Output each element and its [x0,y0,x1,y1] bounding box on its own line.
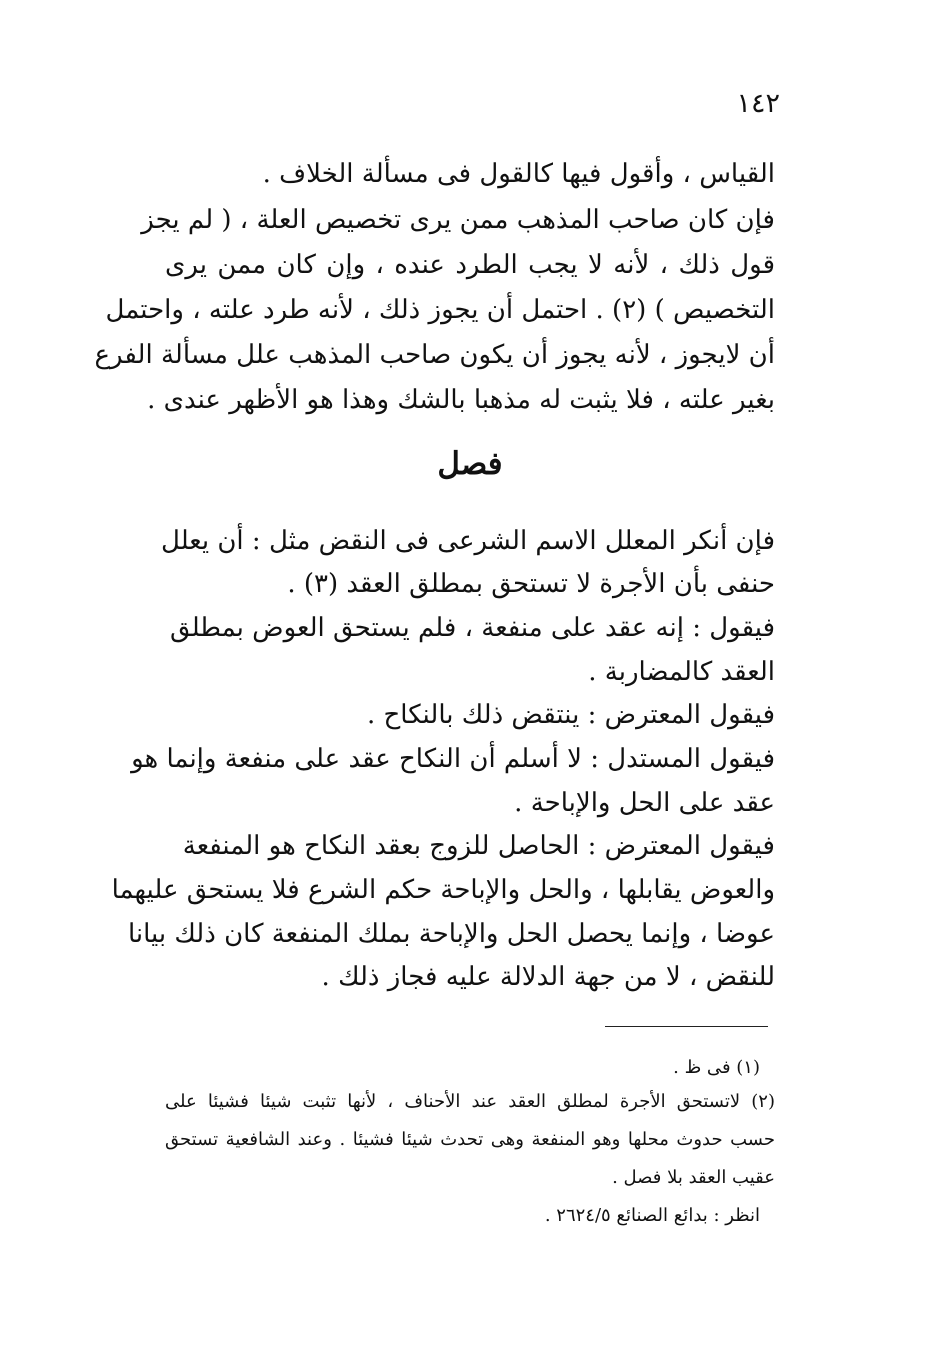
page-number: ١٤٢ [736,88,780,119]
text-line: بغير علته ، فلا يثبت له مذهبا بالشك وهذا هو الأظهر عندى . [147,385,775,415]
text-line: العقد كالمضاربة . [588,657,775,687]
section-heading: فصل [437,446,503,482]
text-line: أن لايجوز ، لأنه يجوز أن يكون صاحب المذهب علل مسألة الفرع [94,340,775,370]
footnote-2-line: عقيب العقد بلا فصل . [612,1167,775,1188]
text-line: حنفى بأن الأجرة لا تستحق بمطلق العقد (٣) . [287,569,775,599]
text-line: فيقول المعترض : ينتقض ذلك بالنكاح . [366,700,775,730]
text-line: للنقض ، لا من جهة الدلالة عليه فجاز ذلك . [321,962,775,992]
text-line: عقد على الحل والإباحة . [514,788,775,818]
text-line: فيقول المستدل : لا أسلم أن النكاح عقد على منفعة وإنما هو [131,744,775,774]
text-line: قول ذلك ، لأنه لا يجب الطرد عنده ، وإن كان ممن يرى [165,250,775,280]
text-line: التخصيص ) (٢) . احتمل أن يجوز ذلك ، لأنه طرد علته ، واحتمل [105,295,775,325]
text-line: عوضا ، وإنما يحصل الحل والإباحة بملك المنفعة كان ذلك بيانا [127,919,775,949]
footnote-1: (١) فى ظ . [673,1057,760,1078]
text-line: والعوض يقابلها ، والحل والإباحة حكم الشرع فلا يستحق عليهما [111,875,775,905]
text-line: فيقول المعترض : الحاصل للزوج بعقد النكاح هو المنفعة [182,831,775,861]
footnote-separator [605,1026,768,1027]
text-line: فإن أنكر المعلل الاسم الشرعى فى النقض مثل : أن يعلل [161,526,775,556]
text-line: فيقول : إنه عقد على منفعة ، فلم يستحق العوض بمطلق [170,613,775,643]
text-line: القياس ، وأقول فيها كالقول فى مسألة الخلاف . [262,159,775,189]
footnote-reference: انظر : بدائع الصنائع ٢٦٢٤/٥ . [544,1205,760,1226]
text-line: فإن كان صاحب المذهب ممن يرى تخصيص العلة ، ( لم يجز [141,205,775,235]
footnote-2-line: (٢) لاتستحق الأجرة لمطلق العقد عند الأحناف ، لأنها تثبت شيئا فشيئا على [165,1091,775,1112]
footnote-2-line: حسب حدوث محلها وهو المنفعة وهى تحدث شيئا فشيئا . وعند الشافعية تستحق [165,1129,775,1150]
